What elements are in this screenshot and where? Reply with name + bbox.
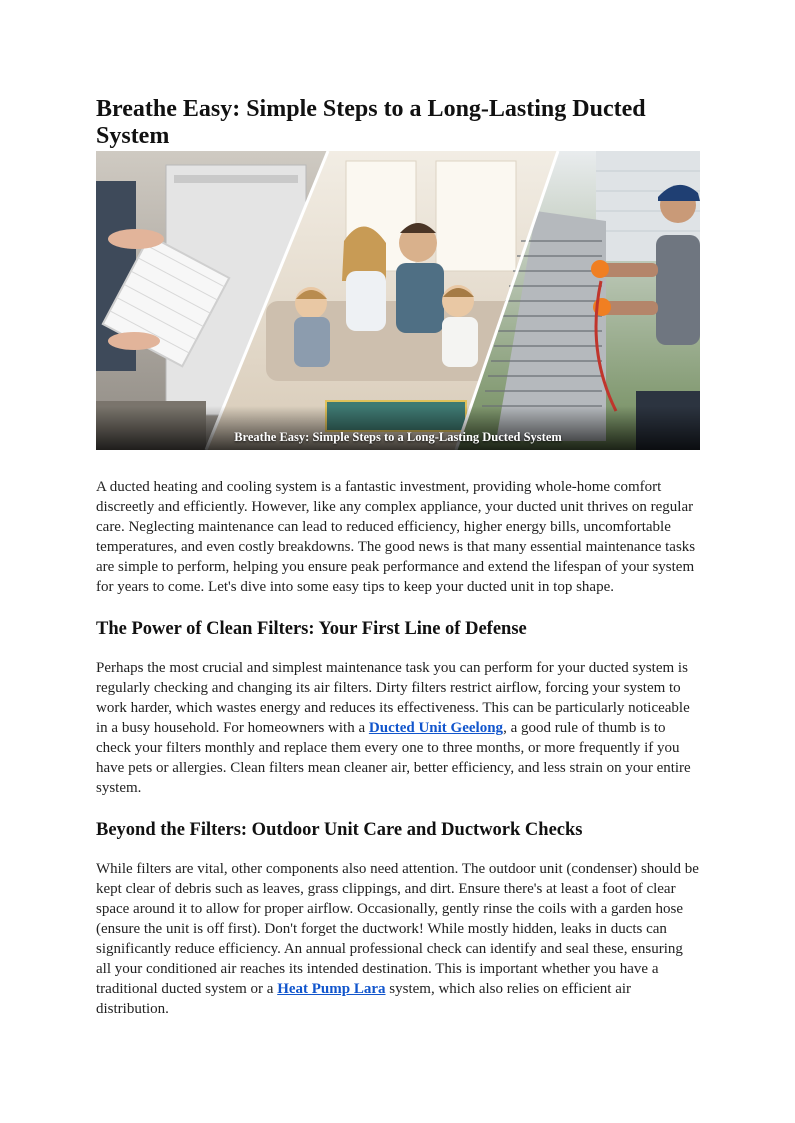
hero-image — [96, 151, 700, 450]
section-paragraph-outdoor-unit — [96, 859, 700, 1019]
paragraph-text: While filters are vital, other components also need attention. The outdoor unit (condenser) should be kept clear of debris such as leaves, grass clippings, and dirt. Ensure there's at least a foot of clear space around it to allow for proper airflow. Occasionally, gently rinse the coils with a garden hose (ensure the unit is off first). Don't forget the ductwork! While mostly hidden, leaks in ducts can significantly reduce efficiency. An annual professional check can identify and seal these, ensuring all your conditioned air reaches its intended destination. This is important whether you have a traditional ducted system or a — [96, 861, 699, 997]
document-page — [96, 96, 700, 1019]
heat-pump-lara-link[interactable]: Heat Pump Lara — [277, 981, 386, 997]
section-paragraph-filters — [96, 658, 700, 798]
ducted-unit-geelong-link[interactable]: Ducted Unit Geelong — [368, 720, 504, 736]
page-title: Breathe Easy: Simple Steps to a Long-Lasting Ducted System — [96, 96, 646, 149]
hero-caption: Breathe Easy: Simple Steps to a Long-Lasting Ducted System — [234, 430, 562, 444]
paragraph-text: system, which also relies on efficient air distribution. — [96, 981, 632, 1017]
paragraph-text: , a good rule of thumb is to check your filters monthly and replace them every one to three months, or more frequently if you have pets or allergies. Clean filters mean cleaner air, better efficiency, and less strain on your entire system. — [96, 720, 691, 796]
paragraph-text: Perhaps the most crucial and simplest maintenance task you can perform for your ducted system is regularly checking and changing its air filters. Dirty filters restrict airflow, forcing your system to work harder, which wastes energy and reduces its effectiveness. This can be particularly noticeable in a busy household. For homeowners with a — [96, 660, 690, 736]
intro-paragraph: A ducted heating and cooling system is a fantastic investment, providing whole-home comfort discreetly and efficiently. However, like any complex appliance, your ducted unit thrives on regular care. Neglecting maintenance can lead to reduced efficiency, higher energy bills, uncomfortable temperatures, and even costly breakdowns. The good news is that many essential maintenance tasks are simple to perform, helping you ensure peak performance and extend the lifespan of your system for years to come. Let's dive into some easy tips to keep your ducted unit in top shape. — [96, 479, 696, 595]
section-heading-filters: The Power of Clean Filters: Your First Line of Defense — [96, 619, 527, 639]
section-heading-outdoor-unit: Beyond the Filters: Outdoor Unit Care and Ductwork Checks — [96, 820, 583, 840]
hero-illustration — [96, 151, 700, 450]
